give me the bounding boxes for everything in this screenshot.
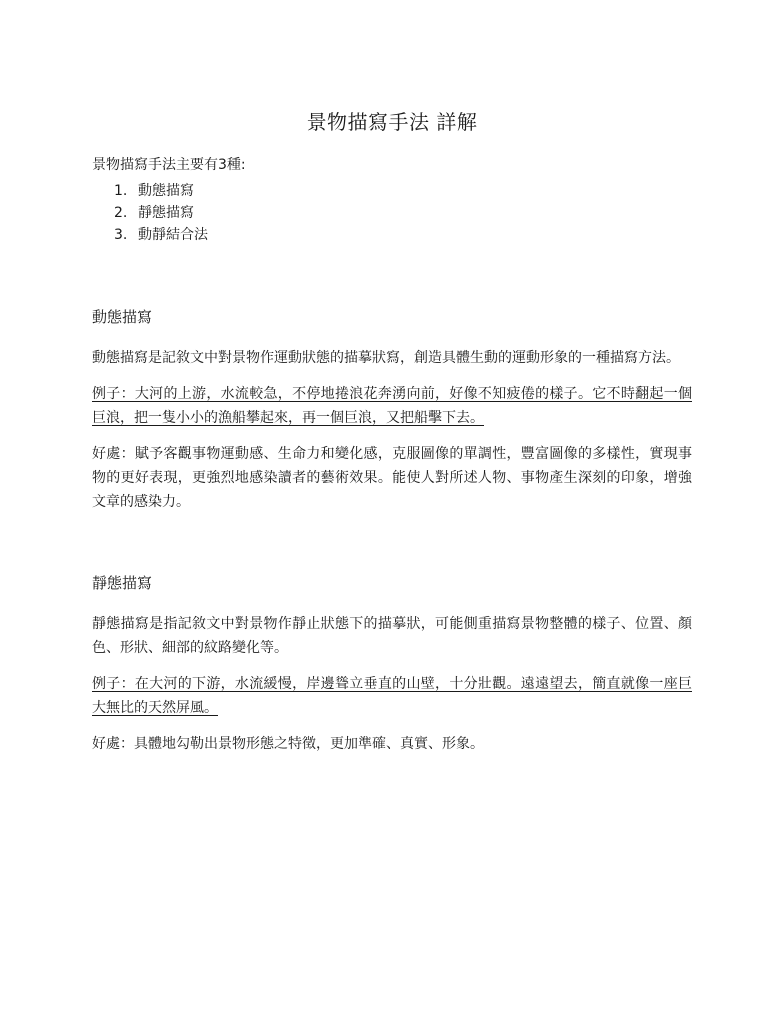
list-item-number: 3. (114, 227, 128, 243)
list-item (92, 180, 692, 202)
section-heading: 靜態描寫 (92, 574, 153, 592)
page-title: 景物描寫手法 詳解 (306, 110, 478, 134)
intro-text: 景物描寫手法主要有3種: (92, 157, 246, 173)
list-item (92, 202, 692, 224)
section-example: 例子：大河的上游，水流較急，不停地捲浪花奔湧向前，好像不知疲倦的樣子。它不時翻起一個巨浪，把一隻小小的漁船攀起來，再一個巨浪，又把船擊下去。 (92, 386, 692, 426)
methods-list (92, 180, 692, 246)
section-heading: 動態描寫 (92, 308, 153, 326)
section-example: 例子：在大河的下游，水流緩慢，岸邊聳立垂直的山壁，十分壯觀。遠遠望去，簡直就像一座巨大無比的天然屏風。 (92, 676, 692, 716)
section-static-description (92, 572, 692, 756)
section-definition: 動態描寫是記敘文中對景物作運動狀態的描摹狀寫，創造具體生動的運動形象的一種描寫方法。 (92, 350, 680, 366)
section-dynamic-description (92, 306, 692, 514)
list-item-label: 靜態描寫 (138, 205, 194, 221)
section-definition: 靜態描寫是指記敘文中對景物作靜止狀態下的描摹狀，可能側重描寫景物整體的樣子、位置、顏色、形狀、細部的紋路變化等。 (92, 616, 692, 656)
list-item (92, 224, 692, 246)
section-benefit: 好處：具體地勾勒出景物形態之特徵，更加準確、真實、形象。 (92, 736, 484, 752)
list-item-label: 動靜結合法 (138, 227, 208, 243)
list-item-number: 1. (114, 183, 128, 199)
section-benefit: 好處：賦予客觀事物運動感、生命力和變化感，克服圖像的單調性，豐富圖像的多樣性，實現事物的更好表現，更強烈地感染讀者的藝術效果。能使人對所述人物、事物產生深刻的印象，增強文章的感染力。 (92, 446, 692, 510)
list-item-number: 2. (114, 205, 128, 221)
list-item-label: 動態描寫 (138, 183, 194, 199)
